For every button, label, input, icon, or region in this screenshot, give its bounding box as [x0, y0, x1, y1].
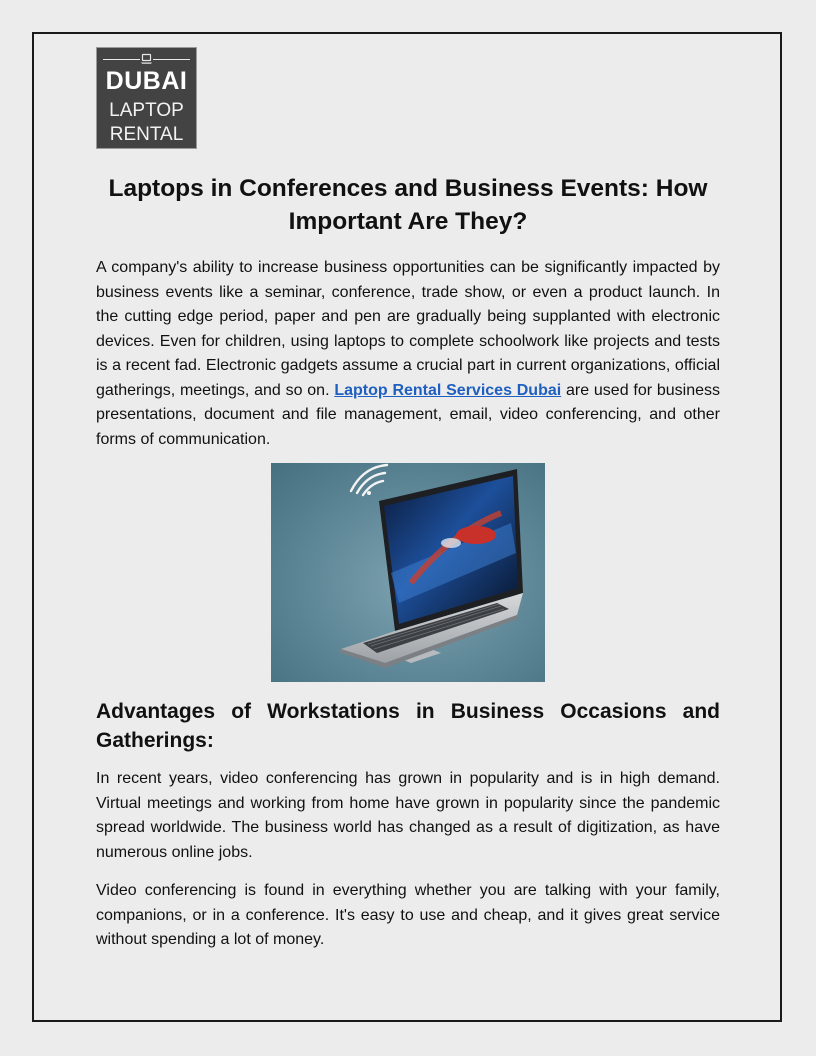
- logo-word-laptop: LAPTOP: [109, 100, 184, 121]
- document-title: Laptops in Conferences and Business Events: How Important Are They?: [108, 175, 708, 235]
- intro-text-before: A company's ability to increase business opportunities can be significantly impacted by business events like a seminar, conference, trade show, or even a product launch. In the cutting edge period, paper and pen are gradually being supplanted with electronic devices. Even for children, using laptops to complete schoolwork like projects and tests is a recent fad. Electronic gadgets assume a crucial part in current organizations, official gatherings, meetings, and so on.: [96, 259, 720, 399]
- logo-word-dubai: DUBAI: [105, 67, 188, 95]
- paragraph-easy-to-use: Video conferencing is found in everything whether you are talking with your family, companions, or in a conference. It's easy to use and cheap, and it gives great service without spending a lot of money.: [96, 882, 720, 948]
- wifi-icon: [351, 465, 387, 495]
- intro-text-after: are used for business presentations, document and file management, email, video conferencing, and other forms of communication.: [96, 381, 721, 448]
- logo-word-rental: RENTAL: [109, 124, 184, 145]
- laptop-photo: [271, 463, 545, 682]
- laptop-rental-link[interactable]: Laptop Rental Services Dubai: [334, 381, 562, 399]
- section-heading: Advantages of Workstations in Business Occasions and Gatherings:: [96, 700, 720, 752]
- laptop-icon: [140, 53, 153, 65]
- company-logo: [96, 47, 197, 149]
- intro-paragraph: [96, 256, 720, 452]
- paragraph-video-conferencing: In recent years, video conferencing has grown in popularity and is in high demand. Virtual meetings and working from home have grown in popularity since the pandemic spread worldwide. The business world has changed as a result of digitization, as have numerous online jobs.: [96, 770, 720, 861]
